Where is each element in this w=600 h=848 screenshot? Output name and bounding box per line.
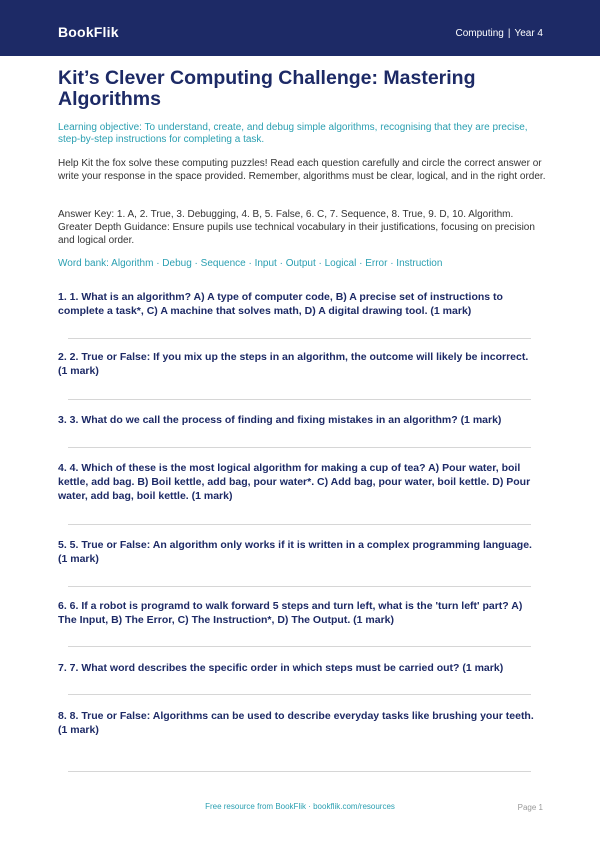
answer-line[interactable]: [68, 399, 531, 400]
word-bank: Word bank: Algorithm · Debug · Sequence · Input · Output · Logical · Error · Instruction: [58, 258, 443, 269]
question-4: 4. 4. Which of these is the most logical algorithm for making a cup of tea? A) Pour water, boil kettle, add bag. B) Boil kettle, add bag, pour water*. C) Add bag, pour water, boil kettle. D) Pour water, add bag, boil kettle. (1 mark): [58, 462, 531, 502]
header-meta: [455, 28, 543, 39]
answer-line[interactable]: [68, 646, 531, 647]
learning-objective: Learning objective: To understand, create, and debug simple algorithms, recognising that they are precise, step-by-step instructions for completing a task.: [58, 122, 528, 145]
answer-line[interactable]: [68, 771, 531, 772]
answer-line[interactable]: [68, 447, 531, 448]
question-6: 6. 6. If a robot is programd to walk forward 5 steps and turn left, what is the 'turn left' part? A) The Input, B) The Error, C) The Instruction*, D) The Output. (1 mark): [58, 600, 523, 626]
question-2: 2. 2. True or False: If you mix up the steps in an algorithm, the outcome will likely be incorrect. (1 mark): [58, 351, 529, 377]
question-3: 3. 3. What do we call the process of finding and fixing mistakes in an algorithm? (1 mark): [58, 414, 502, 426]
question-1: 1. 1. What is an algorithm? A) A type of computer code, B) A precise set of instructions to complete a task*, C) A machine that solves math, D) A digital drawing tool. (1 mark): [58, 291, 503, 317]
question-8: 8. 8. True or False: Algorithms can be used to describe everyday tasks like brushing your teeth. (1 mark): [58, 710, 534, 736]
meta-separator: |: [507, 28, 511, 39]
header-bar: [0, 0, 600, 56]
footer-text[interactable]: Free resource from BookFlik · bookflik.com/resources: [205, 802, 395, 811]
question-5: 5. 5. True or False: An algorithm only works if it is written in a complex programming language. (1 mark): [58, 539, 532, 565]
answer-line[interactable]: [68, 524, 531, 525]
answer-line[interactable]: [68, 338, 531, 339]
brand-logo[interactable]: BookFlik: [58, 24, 119, 40]
question-7: 7. 7. What word describes the specific order in which steps must be carried out? (1 mark): [58, 662, 504, 674]
page-title: Kit’s Clever Computing Challenge: Mastering Algorithms: [58, 67, 476, 110]
answer-line[interactable]: [68, 586, 531, 587]
answer-key: Answer Key: 1. A, 2. True, 3. Debugging, 4. B, 5. False, 6. C, 7. Sequence, 8. True, 9. D, 10. Algorithm. Greater Depth Guidance: Ensure pupils use technical vocabulary in their justifications, focusing on precision and logical order.: [58, 209, 535, 246]
year-label: Year 4: [514, 28, 543, 39]
subject-label: Computing: [455, 28, 504, 39]
answer-line[interactable]: [68, 694, 531, 695]
intro-paragraph: Help Kit the fox solve these computing puzzles! Read each question carefully and circle the correct answer or write your response in the space provided. Remember, algorithms must be clear, logical, and in the right order.: [58, 158, 546, 182]
page-number: Page 1: [517, 803, 543, 812]
